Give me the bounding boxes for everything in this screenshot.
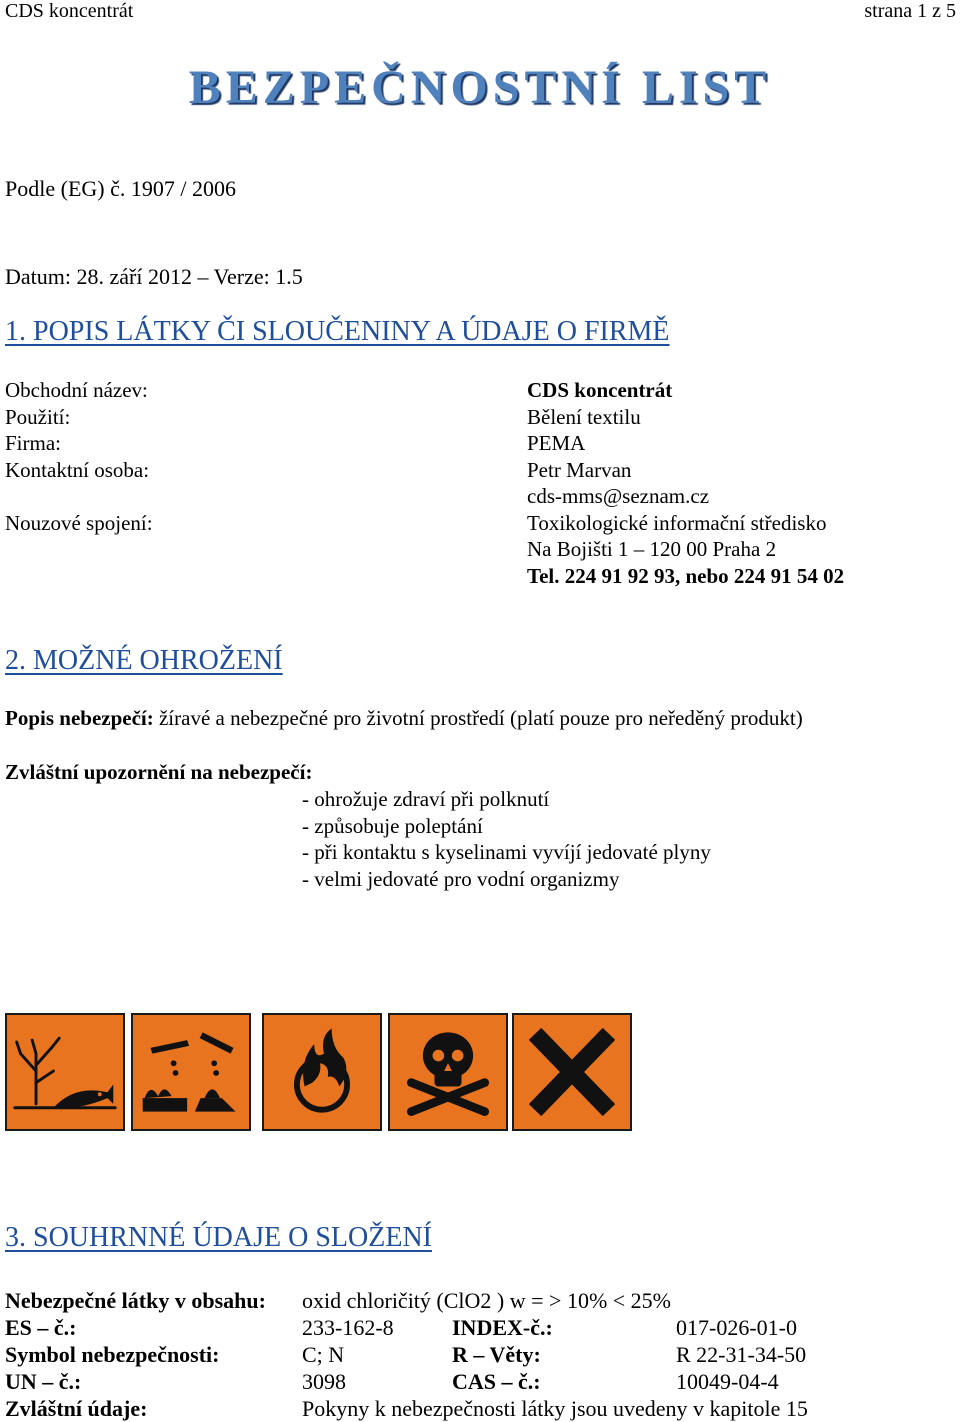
regulation-line: Podle (EG) č. 1907 / 2006 [5,176,236,201]
harmful-icon [512,1013,632,1131]
value-email: cds-mms@seznam.cz [527,484,710,508]
warning-item: - ohrožuje zdraví při polknutí [302,787,550,811]
label-emergency: Nouzové spojení: [5,510,153,535]
header-page-number: strana 1 z 5 [864,0,956,22]
hazard-symbol-value: C; N [302,1342,345,1367]
warning-item: - způsobuje poleptání [302,813,483,838]
section2-heading: 2. MOŽNÉ OHROŽENÍ [5,645,283,676]
es-number-value: 233-162-8 [302,1315,394,1340]
label-contact: Kontaktní osoba: [5,457,150,482]
warning-item: - velmi jedovaté pro vodní organizmy [302,866,620,891]
cas-number-value: 10049-04-4 [676,1369,779,1394]
value-company: PEMA [527,431,586,455]
warnings-list [302,786,711,892]
value-emergency-phone: Tel. 224 91 92 93, nebo 224 91 54 02 [527,563,845,588]
environment-hazard-icon [5,1013,125,1131]
corrosive-icon [131,1013,251,1131]
cas-number-label: CAS – č.: [452,1369,541,1394]
toxic-icon [388,1013,508,1131]
hazard-description [5,705,803,732]
r-phrases-value: R 22-31-34-50 [676,1342,807,1367]
date-version-line: Datum: 28. září 2012 – Verze: 1.5 [5,264,303,289]
hazardous-substances-value: oxid chloričitý (ClO2 ) w = > 10% < 25% [302,1288,672,1313]
oxidizing-icon [262,1013,382,1131]
label-use: Použití: [5,404,71,429]
un-number-value: 3098 [302,1369,346,1394]
section1-labels [5,377,153,536]
section3-heading: 3. SOUHRNNÉ ÚDAJE O SLOŽENÍ [5,1222,432,1253]
index-number-label: INDEX-č.: [452,1315,553,1340]
hazard-label: Popis nebezpečí: [5,706,154,730]
un-number-label: UN – č.: [5,1369,82,1394]
warning-item: - při kontaktu s kyselinami vyvíjí jedovaté plyny [302,840,711,864]
value-emergency-address: Na Bojišti 1 – 120 00 Praha 2 [527,537,777,561]
es-number-label: ES – č.: [5,1315,77,1340]
label-company: Firma: [5,431,61,455]
hazard-symbol-label: Symbol nebezpečnosti: [5,1342,220,1367]
value-emergency-center: Toxikologické informační středisko [527,510,827,535]
hazard-text: žíravé a nebezpečné pro životní prostředí (platí pouze pro neředěný produkt) [153,706,803,730]
label-trade-name: Obchodní název: [5,378,148,402]
header-doc-name: CDS koncentrát [5,0,134,22]
index-number-value: 017-026-01-0 [676,1315,797,1340]
section1-heading: 1. POPIS LÁTKY ČI SLOUČENINY A ÚDAJE O FIRMĚ [5,316,670,347]
value-contact: Petr Marvan [527,457,632,482]
value-trade-name: CDS koncentrát [527,378,673,402]
hazardous-substances-label: Nebezpečné látky v obsahu: [5,1288,266,1313]
warnings-label: Zvláštní upozornění na nebezpečí: [5,760,313,784]
r-phrases-label: R – Věty: [452,1342,541,1367]
special-info-label: Zvláštní údaje: [5,1396,148,1421]
value-use: Bělení textilu [527,404,641,429]
section1-values [527,377,844,589]
document-title: BEZPEČNOSTNÍ LIST [188,61,772,114]
special-info-value: Pokyny k nebezpečnosti látky jsou uvedeny v kapitole 15 [302,1396,808,1421]
